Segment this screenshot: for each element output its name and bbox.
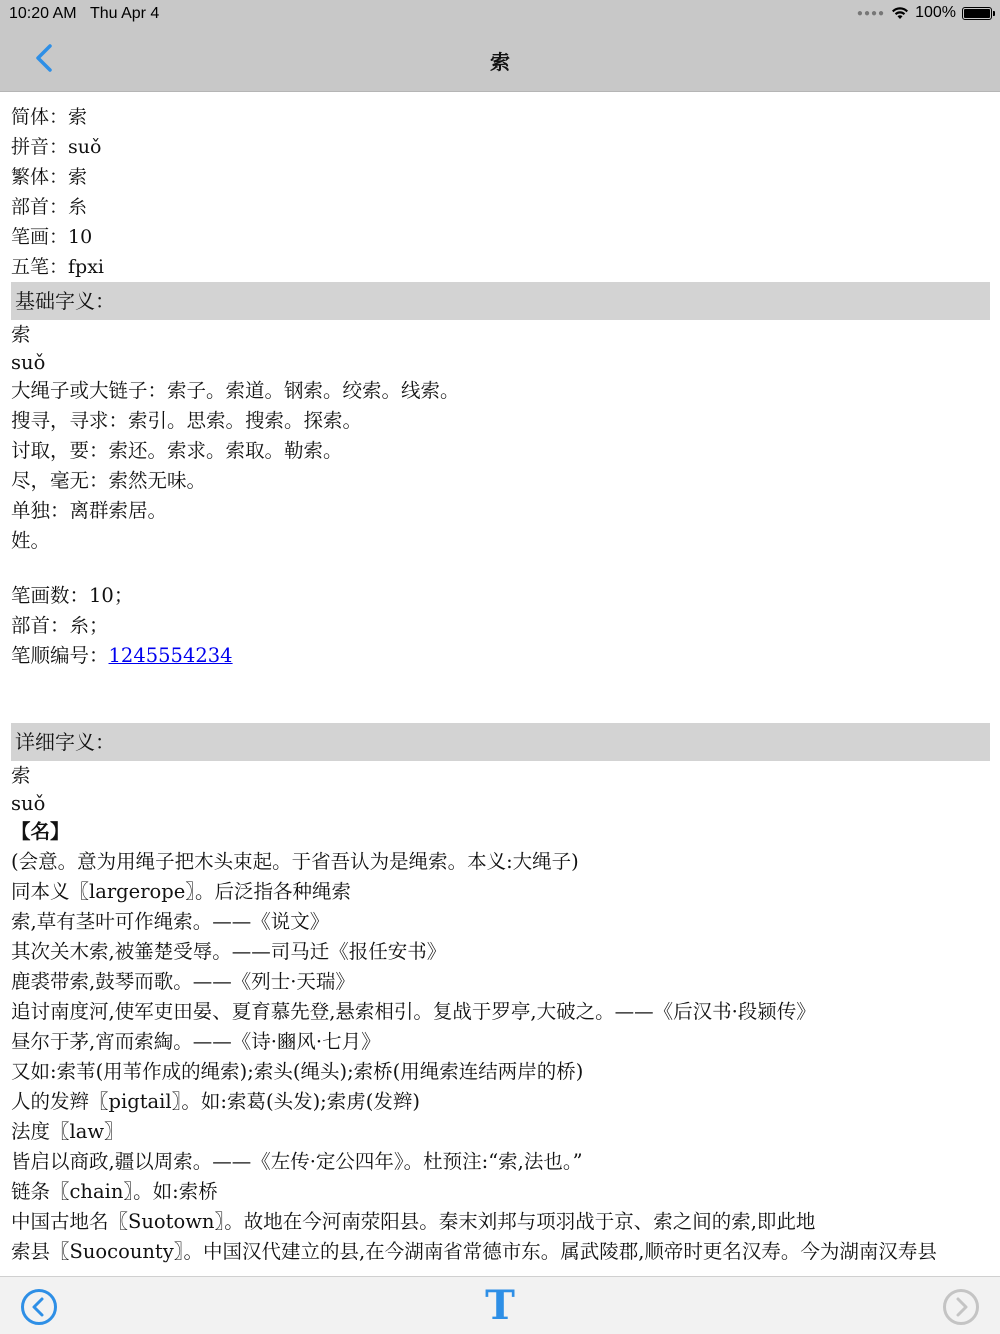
font-size-button[interactable]: T — [485, 1282, 515, 1329]
status-date: Thu Apr 4 — [89, 5, 160, 22]
bottom-toolbar — [0, 1276, 1000, 1334]
detail-line: 法度〖law〗 — [11, 1120, 124, 1143]
wifi-icon — [891, 6, 909, 20]
info-label: 笔画： — [11, 226, 69, 248]
status-clock: 10:20 AM — [9, 5, 77, 22]
previous-button[interactable] — [19, 1287, 59, 1327]
info-value: fpxi — [68, 256, 105, 278]
basic-line: suǒ — [11, 351, 46, 374]
info-radical — [11, 192, 87, 222]
info-label: 拼音： — [11, 136, 69, 158]
detail-line: 链条〖chain〗。如:索桥 — [11, 1180, 218, 1203]
basic-line: 尽，毫无：索然无味。 — [11, 469, 207, 492]
stroke-order-label: 笔顺编号： — [11, 644, 109, 667]
info-value: 索 — [68, 106, 88, 128]
navigation-bar — [0, 28, 1000, 92]
info-label: 五笔： — [11, 256, 69, 278]
status-indicators — [857, 4, 992, 22]
detail-line: 其次关木索,被箠楚受辱。——司马迁《报任安书》 — [11, 940, 447, 963]
stroke-count-value: 10； — [89, 584, 134, 607]
info-value: 糸 — [68, 196, 88, 218]
status-bar — [0, 0, 1000, 28]
detailed-meaning-header: 详细字义： — [11, 723, 990, 761]
status-time — [9, 5, 159, 23]
stroke-count-label: 笔画数： — [11, 584, 90, 607]
battery-icon — [962, 7, 992, 20]
detail-line: suǒ — [11, 792, 46, 815]
detail-line: 索 — [11, 764, 31, 787]
detail-line: 鹿裘带索,鼓琴而歌。——《列士·天瑞》 — [11, 970, 355, 993]
detail-line: (会意。意为用绳子把木头束起。于省吾认为是绳索。本义:大绳子) — [11, 850, 579, 873]
basic-line: 索 — [11, 323, 31, 346]
battery-percent: 100% — [915, 4, 956, 21]
detail-line: 追讨南度河,使军吏田晏、夏育慕先登,悬索相引。复战于罗亭,大破之。——《后汉书·段颍传》 — [11, 1000, 816, 1023]
part-of-speech-label: 【名】 — [11, 820, 70, 843]
info-label: 简体： — [11, 106, 69, 128]
character-detail-content[interactable] — [0, 92, 1000, 1276]
detail-line: 人的发辫〖pigtail〗。如:索葛(头发);索虏(发辫) — [11, 1090, 420, 1113]
radical-label: 部首： — [11, 614, 70, 637]
info-traditional — [11, 162, 87, 192]
detail-line: 索,草有茎叶可作绳索。——《说文》 — [11, 910, 330, 933]
basic-meaning-header: 基础字义： — [11, 282, 990, 320]
basic-line: 讨取，要：索还。索求。索取。勒索。 — [11, 439, 343, 462]
page-title: 索 — [490, 50, 510, 74]
stroke-order-link[interactable]: 1245554234 — [108, 644, 233, 667]
basic-line: 姓。 — [11, 529, 51, 552]
info-label: 部首： — [11, 196, 69, 218]
info-simplified — [11, 102, 87, 132]
cellular-signal-icon: ●●●● — [856, 7, 886, 19]
detail-line: 索县〖Suocounty〗。中国汉代建立的县,在今湖南省常德市东。属武陵郡,顺帝时更名汉寿。今为湖南汉寿县 — [11, 1240, 937, 1263]
basic-line: 搜寻，寻求：索引。思索。搜索。探索。 — [11, 409, 363, 432]
info-label: 繁体： — [11, 166, 69, 188]
info-value: suǒ — [68, 136, 102, 158]
info-value: 10 — [68, 226, 93, 248]
radical-line — [11, 611, 109, 641]
basic-line: 单独：离群索居。 — [11, 499, 168, 522]
info-value: 索 — [68, 166, 88, 188]
next-button[interactable] — [941, 1287, 981, 1327]
circle-chevron-left-icon — [19, 1287, 59, 1327]
stroke-order-line — [11, 641, 233, 671]
detail-line: 昼尔于茅,宵而索綯。——《诗·豳风·七月》 — [11, 1030, 381, 1053]
detail-line: 同本义〖largerope〗。后泛指各种绳索 — [11, 880, 352, 903]
info-strokes — [11, 222, 92, 252]
stroke-count-line — [11, 581, 133, 611]
info-pinyin — [11, 132, 101, 162]
detail-line: 皆启以商政,疆以周索。——《左传·定公四年》。杜预注:“索,法也。” — [11, 1150, 583, 1173]
detail-line: 中国古地名〖Suotown〗。故地在今河南荥阳县。秦末刘邦与项羽战于京、索之间的索,即此地 — [11, 1210, 816, 1233]
basic-line: 大绳子或大链子：索子。索道。钢索。绞索。线索。 — [11, 379, 460, 402]
circle-chevron-right-icon — [941, 1287, 981, 1327]
detail-line: 又如:索苇(用苇作成的绳索);索头(绳头);索桥(用绳索连结两岸的桥) — [11, 1060, 584, 1083]
info-wubi — [11, 252, 104, 282]
radical-value: 糸； — [69, 614, 109, 637]
